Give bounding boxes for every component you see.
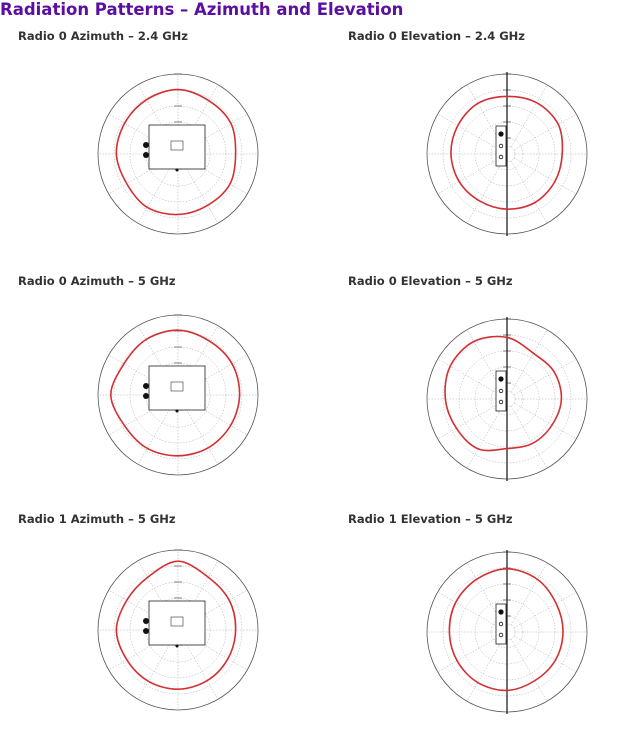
device-port-icon — [499, 400, 503, 404]
polar-chart-radio1-elevation-5 — [408, 533, 606, 731]
device-port-icon — [499, 144, 503, 148]
polar-chart-radio0-elevation-5 — [408, 300, 606, 498]
chart-title-radio0-elevation-5: Radio 0 Elevation – 5 GHz — [348, 274, 513, 288]
grid-spoke — [467, 639, 503, 701]
device-port-icon — [143, 152, 149, 158]
grid-spoke — [511, 161, 547, 223]
page-title: Radiation Patterns – Azimuth and Elevation — [0, 0, 404, 19]
device-port-icon — [499, 389, 503, 393]
grid-spoke — [511, 85, 547, 147]
device-led-icon — [176, 645, 179, 648]
device-port-icon — [143, 383, 149, 389]
polar-chart-radio1-azimuth-5 — [79, 531, 277, 729]
grid-spoke — [514, 158, 576, 194]
device-body — [149, 601, 205, 645]
grid-spoke — [511, 330, 547, 392]
grid-spoke — [511, 563, 547, 625]
grid-spoke — [467, 406, 503, 468]
grid-spoke — [467, 161, 503, 223]
device-port-icon — [499, 132, 503, 136]
device-port-icon — [499, 155, 503, 159]
device-body — [149, 366, 205, 410]
grid-spoke — [182, 637, 218, 699]
polar-chart-radio0-elevation-24 — [408, 55, 606, 253]
chart-title-radio0-azimuth-5: Radio 0 Azimuth – 5 GHz — [18, 274, 176, 288]
device-illustration-icon — [496, 371, 506, 411]
chart-title-radio1-elevation-5: Radio 1 Elevation – 5 GHz — [348, 512, 513, 526]
chart-title-radio1-azimuth-5: Radio 1 Azimuth – 5 GHz — [18, 512, 176, 526]
device-port-icon — [143, 618, 149, 624]
chart-title-radio0-elevation-24: Radio 0 Elevation – 2.4 GHz — [348, 29, 525, 43]
device-led-icon — [176, 410, 179, 413]
device-port-icon — [143, 142, 149, 148]
device-port-icon — [499, 610, 503, 614]
grid-spoke — [138, 637, 174, 699]
device-illustration-icon — [496, 126, 506, 166]
device-port-icon — [499, 377, 503, 381]
polar-chart-radio0-azimuth-24 — [79, 55, 277, 253]
device-illustration-icon — [143, 125, 205, 172]
device-port-icon — [143, 628, 149, 634]
device-port-icon — [143, 393, 149, 399]
grid-spoke — [514, 636, 576, 672]
device-port-icon — [499, 622, 503, 626]
grid-spoke — [511, 639, 547, 701]
device-illustration-icon — [143, 601, 205, 648]
device-port-icon — [499, 633, 503, 637]
chart-title-radio0-azimuth-24: Radio 0 Azimuth – 2.4 GHz — [18, 29, 188, 43]
device-body — [149, 125, 205, 169]
device-led-icon — [176, 169, 179, 172]
polar-chart-radio0-azimuth-5 — [79, 296, 277, 494]
device-illustration-icon — [496, 604, 506, 644]
device-illustration-icon — [143, 366, 205, 413]
